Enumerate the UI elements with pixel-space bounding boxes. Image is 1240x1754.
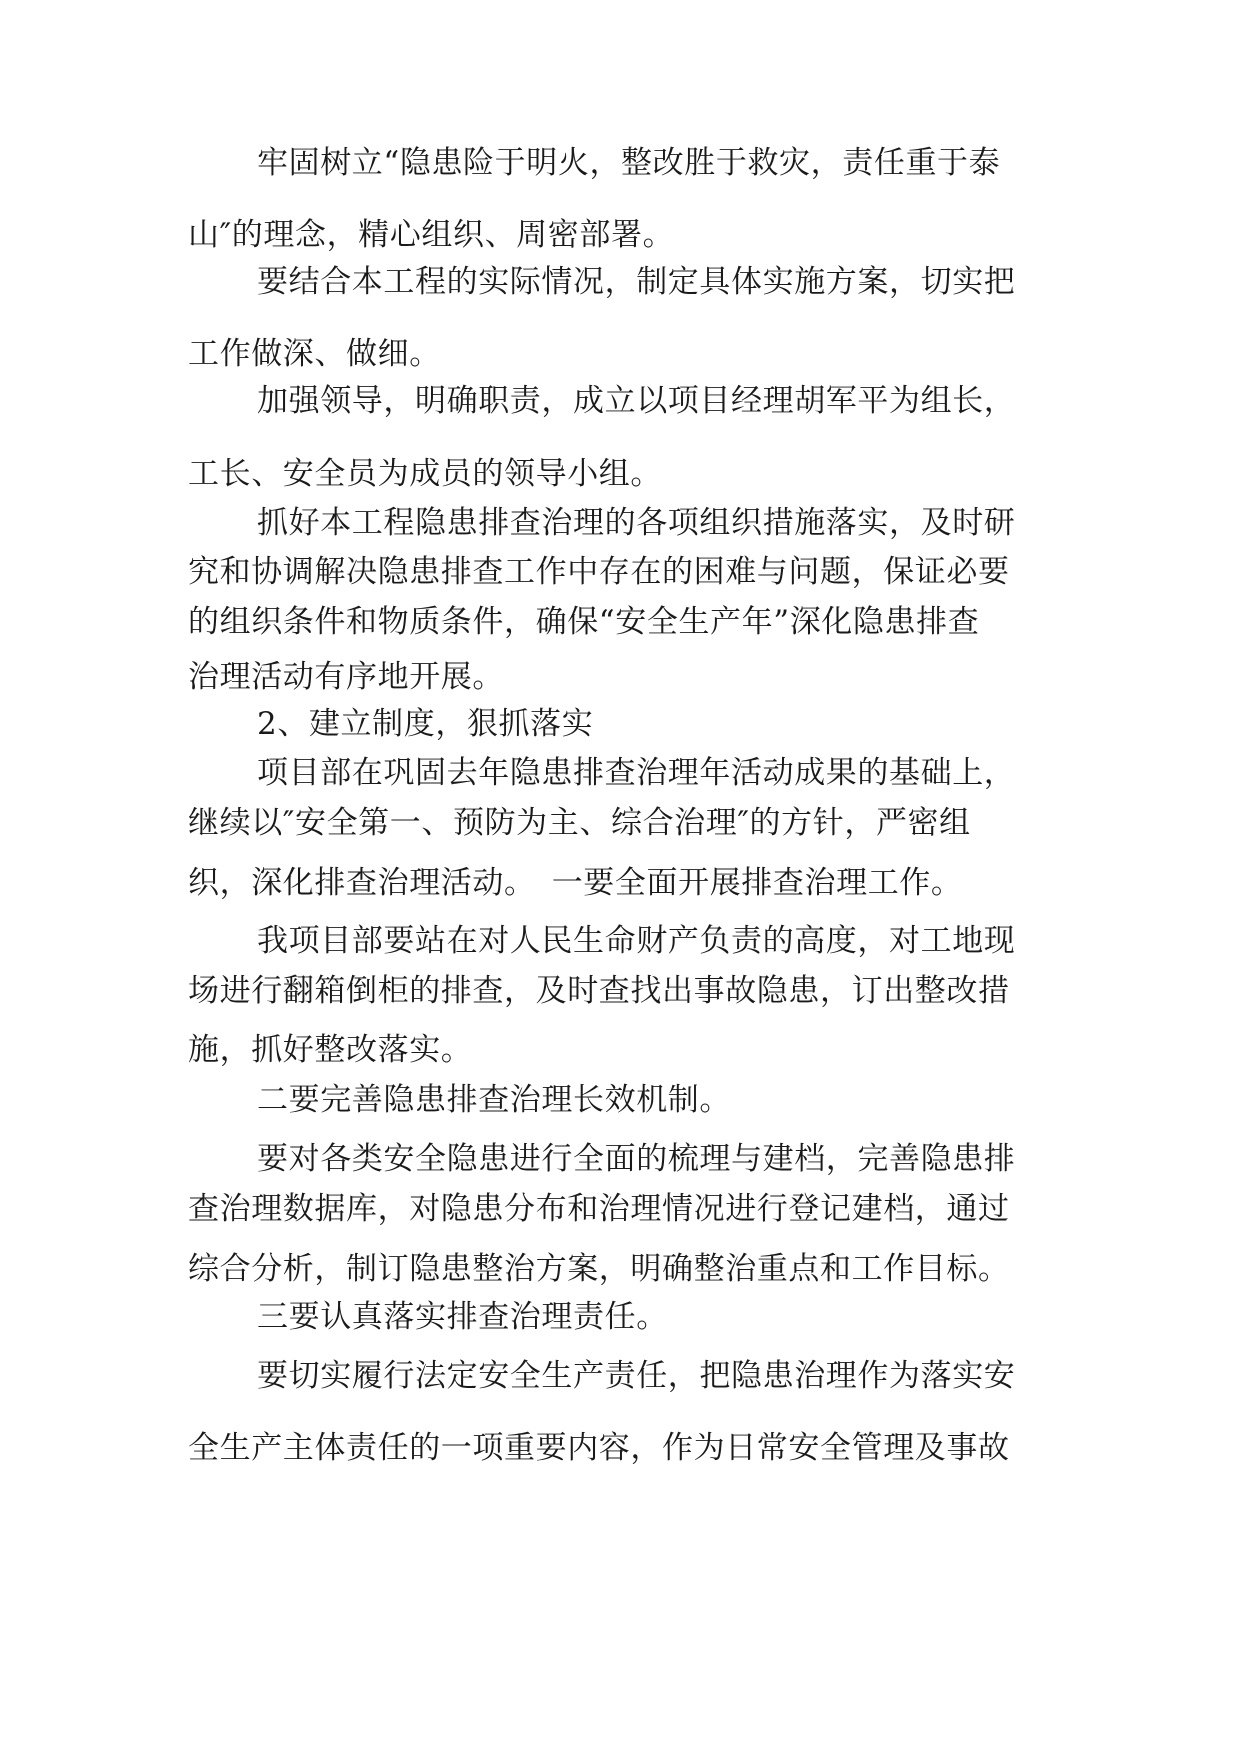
text-line-4: 工作做深、做细。 xyxy=(188,336,441,372)
text-line-23: 要切实履行法定安全生产责任，把隐患治理作为落实安 xyxy=(257,1358,1016,1394)
text-line-24: 全生产主体责任的一项重要内容，作为日常安全管理及事故 xyxy=(188,1430,1010,1466)
text-line-21: 综合分析，制订隐患整治方案，明确整治重点和工作目标。 xyxy=(188,1251,1010,1287)
text-line-2: 山″的理念，精心组织、周密部署。 xyxy=(188,217,675,253)
text-line-10: 治理活动有序地开展。 xyxy=(188,659,504,695)
text-line-8: 究和协调解决隐患排查工作中存在的困难与问题，保证必要 xyxy=(188,554,1010,590)
text-line-6: 工长、安全员为成员的领导小组。 xyxy=(188,456,662,492)
text-line-16: 场进行翻箱倒柜的排查，及时查找出事故隐患，订出整改措 xyxy=(188,973,1010,1009)
text-line-1: 牢固树立“隐患险于明火，整改胜于救灾，责任重于泰 xyxy=(257,145,1001,181)
text-line-5: 加强领导，明确职责，成立以项目经理胡军平为组长， xyxy=(257,383,1016,419)
section-heading: 2、建立制度，狠抓落实 xyxy=(257,706,594,742)
text-line-22: 三要认真落实排查治理责任。 xyxy=(257,1299,668,1335)
text-line-19: 要对各类安全隐患进行全面的梳理与建档，完善隐患排 xyxy=(257,1141,1016,1177)
text-line-15: 我项目部要站在对人民生命财产负责的高度，对工地现 xyxy=(257,923,1016,959)
text-line-14: 织，深化排查治理活动。 一要全面开展排查治理工作。 xyxy=(188,865,963,901)
text-line-12: 项目部在巩固去年隐患排查治理年活动成果的基础上， xyxy=(257,755,1016,791)
text-line-7: 抓好本工程隐患排查治理的各项组织措施落实，及时研 xyxy=(257,505,1016,541)
text-line-3: 要结合本工程的实际情况，制定具体实施方案，切实把 xyxy=(257,264,1016,300)
text-line-18: 二要完善隐患排查治理长效机制。 xyxy=(257,1082,731,1118)
text-line-13: 继续以″安全第一、预防为主、综合治理″的方针，严密组 xyxy=(188,805,971,841)
text-line-9: 的组织条件和物质条件，确保“安全生产年”深化隐患排查 xyxy=(188,604,980,640)
text-line-17: 施，抓好整改落实。 xyxy=(188,1032,473,1068)
text-line-20: 查治理数据库，对隐患分布和治理情况进行登记建档，通过 xyxy=(188,1191,1010,1227)
